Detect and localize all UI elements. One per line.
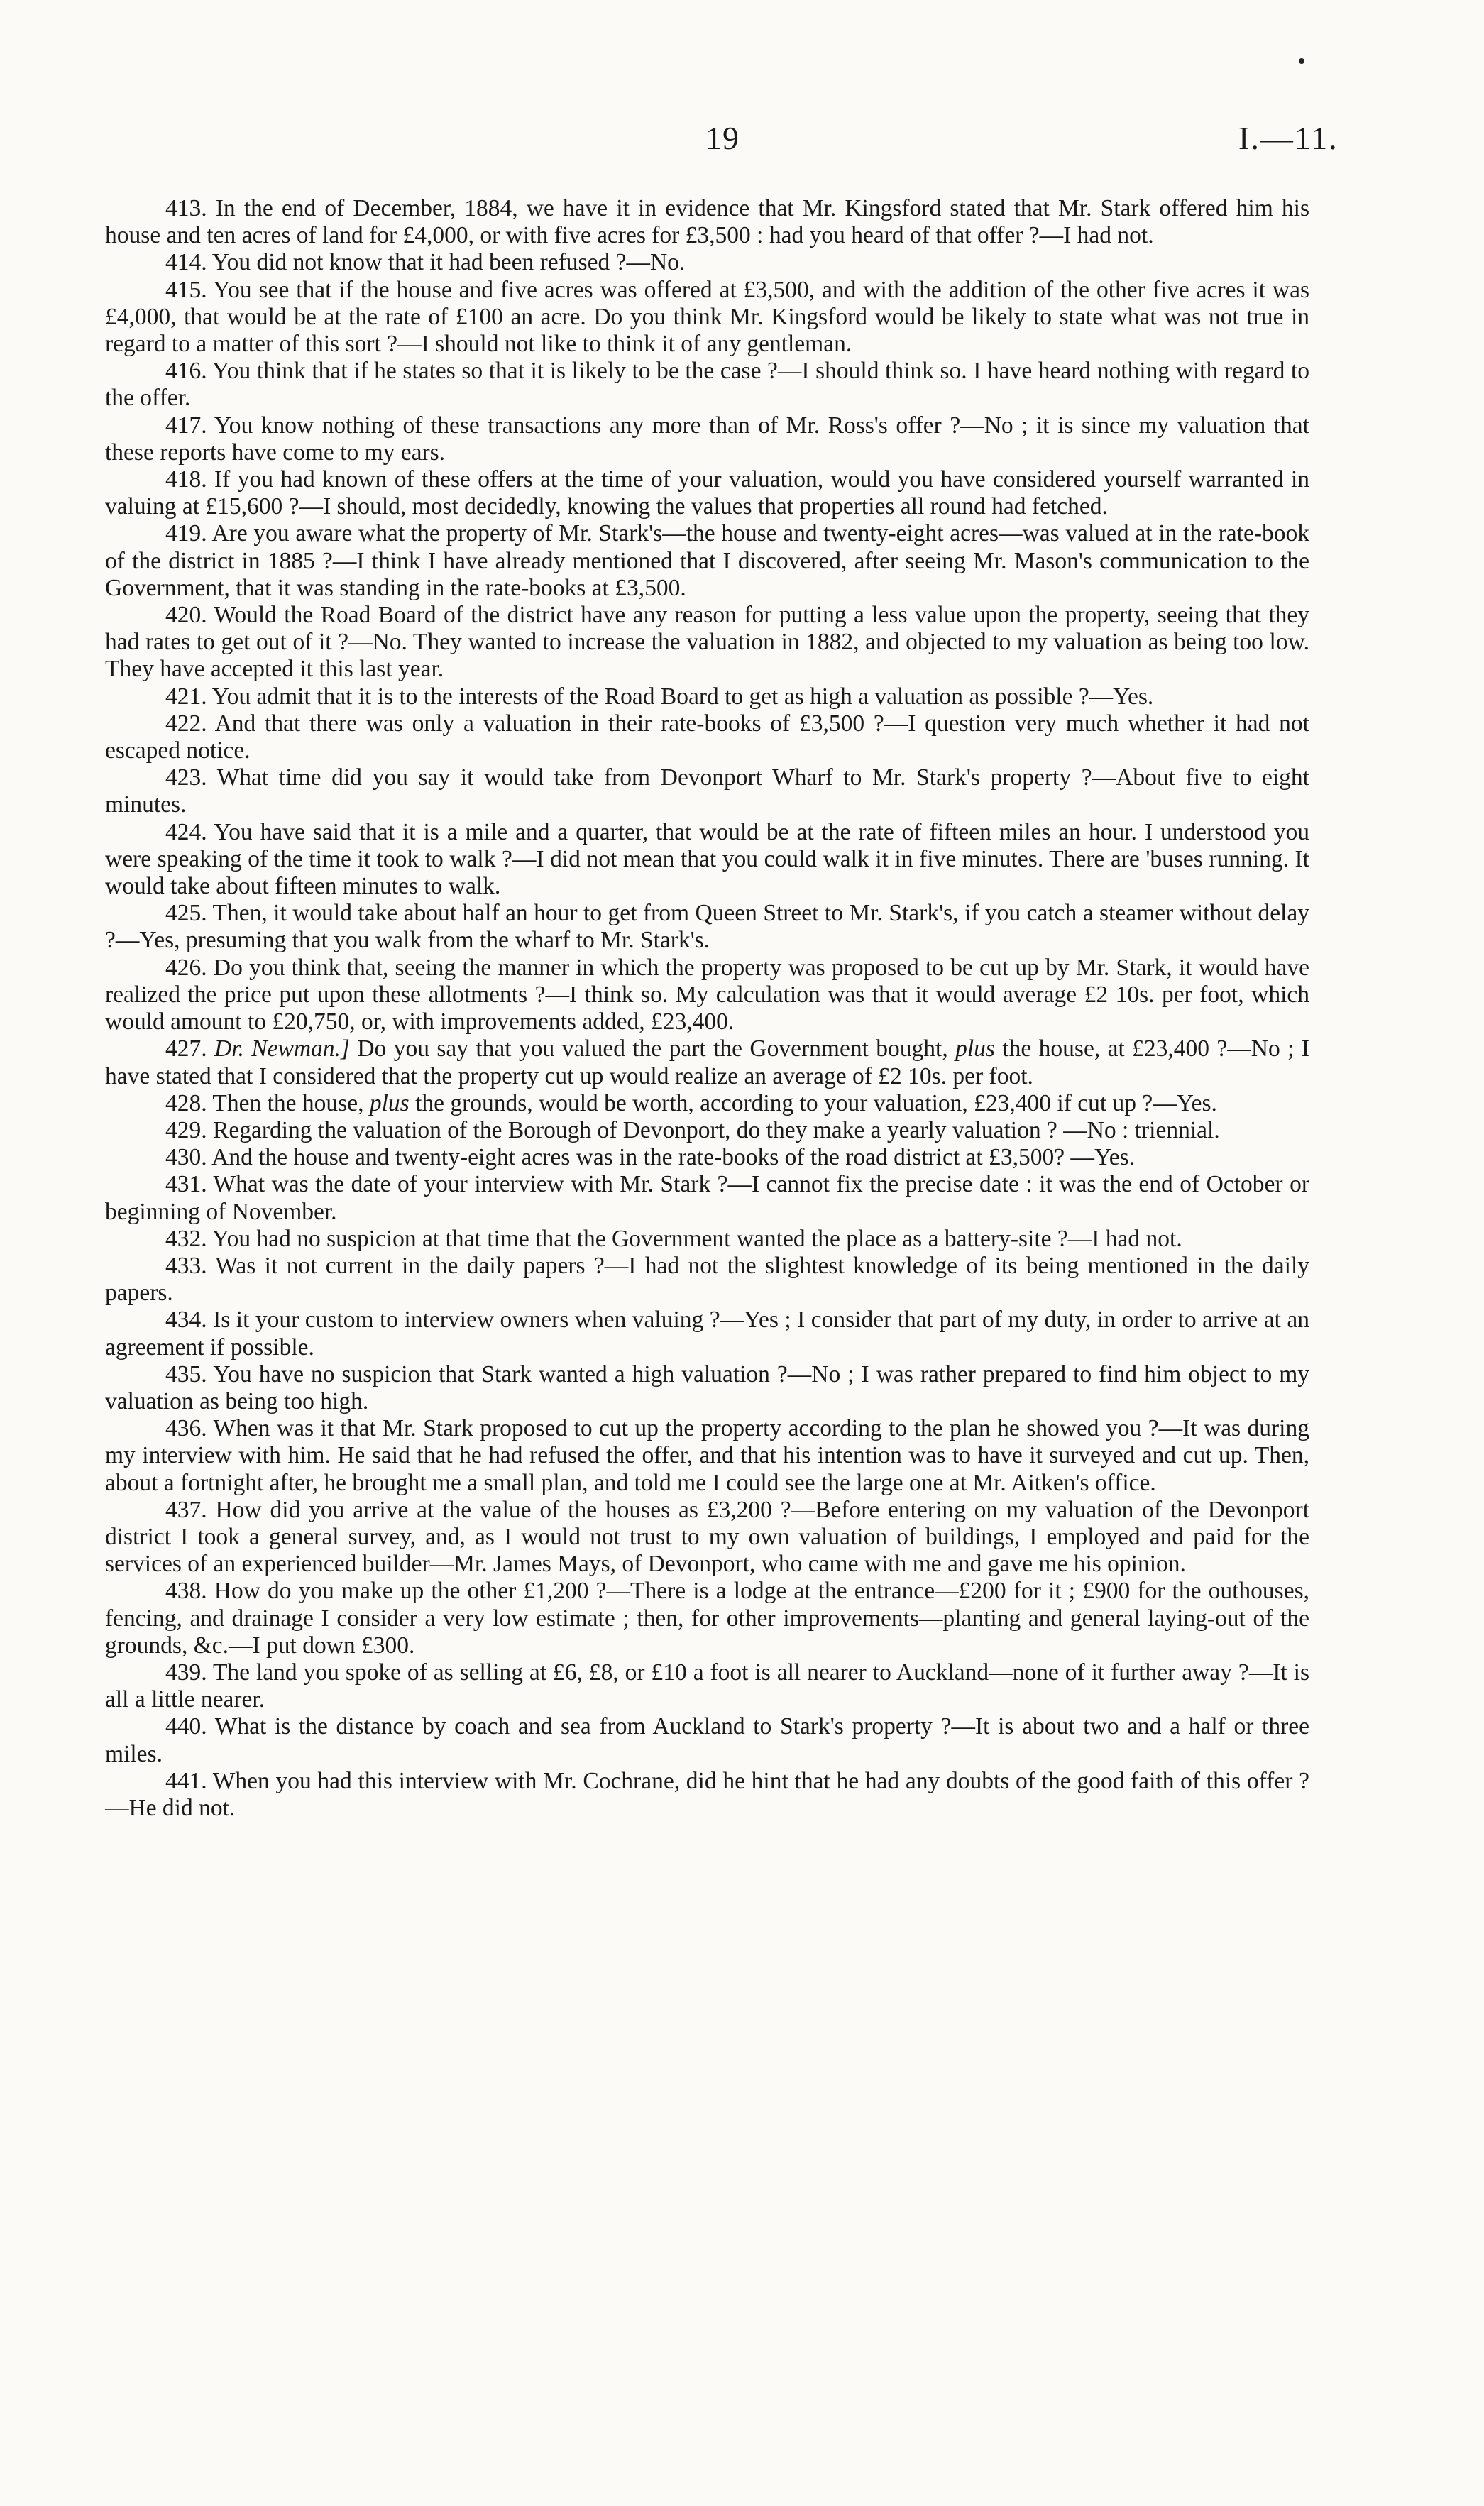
question-answer-text: Would the Road Board of the district have any reason for putting a less value upon the property, seeing that they had rates to get out of it ?—No. They wanted to increase the valuation in 1882, and objected to my valuation as being too low. They have accepted it this last year. (105, 602, 1309, 683)
question-number: 430. (165, 1144, 207, 1171)
question-number: 427. (165, 1035, 207, 1062)
question-answer-text: Is it your custom to interview owners when valuing ?—Yes ; I consider that part of my duty, in order to arrive at an agreement if possible. (105, 1307, 1309, 1361)
testimony-paragraph (105, 249, 1309, 276)
testimony-paragraph (105, 1035, 1309, 1089)
question-number: 434. (165, 1307, 207, 1334)
question-answer-text: Regarding the valuation of the Borough of Devonport, do they make a yearly valuation ? —No : triennial. (213, 1116, 1220, 1143)
question-answer-text: You did not know that it had been refused ?—No. (211, 249, 686, 276)
testimony-paragraph (105, 1226, 1309, 1253)
testimony-paragraph (105, 1307, 1309, 1361)
question-answer-text: When was it that Mr. Stark proposed to cut up the property according to the plan he showed you ?—It was during my interview with him. He said that he had refused the offer, and that his intention was to have it surveyed and cut up. Then, about a fortnight after, he brought me a small plan, and told me I could see the large one at Mr. Aitken's office. (105, 1415, 1309, 1496)
testimony-paragraph (105, 900, 1309, 954)
testimony-paragraph (105, 1361, 1309, 1415)
question-answer-text: When you had this interview with Mr. Cochrane, did he hint that he had any doubts of the good faith of this offer ?—He did not. (105, 1767, 1309, 1821)
testimony-paragraph (105, 1768, 1309, 1822)
question-answer-text: How do you make up the other £1,200 ?—There is a lodge at the entrance—£200 for it ; £900 for the outhouses, fencing, and drainage I consider a very low estimate ; then, for other improvements—planting and general laying-out of the grounds, &c.—I put down £300. (105, 1578, 1309, 1659)
document-body (105, 195, 1309, 1822)
testimony-paragraph (105, 1659, 1309, 1713)
testimony-paragraph (105, 1117, 1309, 1144)
question-answer-text: And that there was only a valuation in their rate-books of £3,500 ?—I question very much whether it had not escaped notice. (105, 710, 1309, 764)
question-number: 424. (165, 818, 207, 845)
question-answer-text: Do you say that you valued the part the Government bought, plus the house, at £23,400 ?—No ; I have stated that I considered that the property cut up would realize an average of £2 10s. per foot. (105, 1035, 1309, 1089)
question-number: 435. (165, 1361, 207, 1387)
question-number: 419. (165, 520, 207, 547)
question-number: 417. (165, 412, 207, 439)
testimony-paragraph (105, 1713, 1309, 1767)
testimony-paragraph (105, 466, 1309, 520)
question-number: 415. (165, 276, 207, 303)
testimony-paragraph (105, 195, 1309, 249)
question-number: 433. (165, 1252, 207, 1279)
question-number: 422. (165, 710, 207, 737)
question-number: 431. (165, 1171, 207, 1198)
testimony-paragraph (105, 683, 1309, 710)
question-number: 436. (165, 1415, 207, 1442)
question-answer-text: In the end of December, 1884, we have it in evidence that Mr. Kingsford stated that Mr. Stark offered him his house and ten acres of land for £4,000, or with five acres for £3,500 : had you heard of that offer ?—I had not. (105, 195, 1309, 249)
question-answer-text: What time did you say it would take from Devonport Wharf to Mr. Stark's property ?—About five to eight minutes. (105, 764, 1309, 818)
question-number: 438. (165, 1578, 207, 1605)
testimony-paragraph (105, 1171, 1309, 1225)
testimony-paragraph (105, 412, 1309, 466)
question-number: 413. (165, 195, 207, 221)
question-answer-text: What was the date of your interview with Mr. Stark ?—I cannot fix the precise date : it was the end of October or beginning of November. (105, 1171, 1309, 1225)
testimony-paragraph (105, 602, 1309, 683)
question-answer-text: If you had known of these offers at the time of your valuation, would you have considered yourself warranted in valuing at £15,600 ?—I should, most decidedly, knowing the values that properties all round had fetched. (105, 466, 1310, 520)
question-answer-text: Are you aware what the property of Mr. Stark's—the house and twenty-eight acres—was valued at in the rate-book of the district in 1885 ?—I think I have already mentioned that I discovered, after seeing Mr. Mason's communication to the Government, that it was standing in the rate-books at £3,500. (105, 520, 1310, 601)
question-answer-text: You admit that it is to the interests of the Road Board to get as high a valuation as possible ?—Yes. (211, 683, 1154, 710)
testimony-paragraph (105, 1144, 1309, 1171)
question-number: 426. (165, 954, 207, 981)
testimony-paragraph (105, 1090, 1309, 1117)
question-number: 437. (165, 1496, 207, 1523)
question-answer-text: Do you think that, seeing the manner in which the property was proposed to be cut up by Mr. Stark, it would have realized the price put upon these allotments ?—I think so. My calculation was that it would average £2 10s. per foot, which would amount to £20,750, or, with improvements added, £23,400. (105, 954, 1309, 1035)
question-number: 429. (165, 1116, 207, 1143)
question-answer-text: Was it not current in the daily papers ?—I had not the slightest knowledge of its being mentioned in the daily papers. (105, 1252, 1309, 1307)
question-answer-text: And the house and twenty-eight acres was in the rate-books of the road district at £3,500? —Yes. (211, 1144, 1136, 1171)
question-answer-text: The land you spoke of as selling at £6, £8, or £10 a foot is all nearer to Auckland—none of it further away ?—It is all a little nearer. (105, 1659, 1309, 1713)
question-answer-text: Then, it would take about half an hour to get from Queen Street to Mr. Stark's, if you catch a steamer without delay ?—Yes, presuming that you walk from the wharf to Mr. Stark's. (105, 900, 1309, 954)
question-answer-text: You had no suspicion at that time that the Government wanted the place as a battery-site ?—I had not. (211, 1225, 1182, 1252)
question-number: 432. (165, 1225, 207, 1252)
question-number: 428. (165, 1089, 207, 1116)
question-answer-text: Then the house, plus the grounds, would be worth, according to your valuation, £23,400 if cut up ?—Yes. (212, 1089, 1217, 1116)
testimony-paragraph (105, 277, 1309, 358)
testimony-paragraph (105, 1578, 1309, 1659)
page-reference: I.—11. (1238, 120, 1339, 156)
testimony-paragraph (105, 1253, 1309, 1307)
testimony-paragraph (105, 710, 1309, 764)
question-answer-text: You know nothing of these transactions any more than of Mr. Ross's offer ?—No ; it is since my valuation that these reports have come to my ears. (105, 412, 1309, 466)
question-number: 420. (165, 602, 207, 629)
question-number: 416. (165, 358, 207, 385)
question-number: 421. (165, 683, 207, 710)
question-number: 439. (165, 1659, 207, 1686)
speaker-name: Dr. Newman.] (214, 1035, 350, 1062)
question-number: 423. (165, 764, 207, 791)
testimony-paragraph (105, 1415, 1309, 1497)
question-answer-text: You see that if the house and five acres was offered at £3,500, and with the addition of the other five acres it was £4,000, that would be at the rate of £100 an acre. Do you think Mr. Kingsford would be likely to state what was not true in regard to a matter of this sort ?—I should not like to think it of any gentleman. (105, 276, 1310, 358)
testimony-paragraph (105, 764, 1309, 818)
question-answer-text: You have no suspicion that Stark wanted a high valuation ?—No ; I was rather prepared to find him object to my valuation as being too high. (105, 1361, 1310, 1414)
testimony-paragraph (105, 955, 1309, 1036)
question-number: 414. (165, 249, 207, 276)
question-number: 441. (165, 1767, 207, 1794)
question-number: 440. (165, 1713, 207, 1740)
testimony-paragraph (105, 520, 1309, 602)
question-answer-text: How did you arrive at the value of the houses as £3,200 ?—Before entering on my valuation of the Devonport district I took a general survey, and, as I would not trust to my own valuation of buildings, I employed and paid for the services of an experienced builder—Mr. James Mays, of Devonport, who came with me and gave me his opinion. (105, 1496, 1309, 1578)
testimony-paragraph (105, 358, 1309, 412)
question-number: 425. (165, 900, 207, 927)
question-answer-text: You have said that it is a mile and a quarter, that would be at the rate of fifteen miles an hour. I understood you were speaking of the time it took to walk ?—I did not mean that you could walk it in five minutes. There are 'buses running. It would take about fifteen minutes to walk. (105, 818, 1309, 900)
ink-dot (1299, 58, 1304, 64)
testimony-paragraph (105, 819, 1309, 901)
page-number: 19 (705, 120, 740, 156)
testimony-paragraph (105, 1497, 1309, 1578)
question-answer-text: You think that if he states so that it is likely to be the case ?—I should think so. I have heard nothing with regard to the offer. (105, 358, 1309, 412)
question-answer-text: What is the distance by coach and sea from Auckland to Stark's property ?—It is about two and a half or three miles. (105, 1713, 1309, 1767)
question-number: 418. (165, 466, 207, 493)
